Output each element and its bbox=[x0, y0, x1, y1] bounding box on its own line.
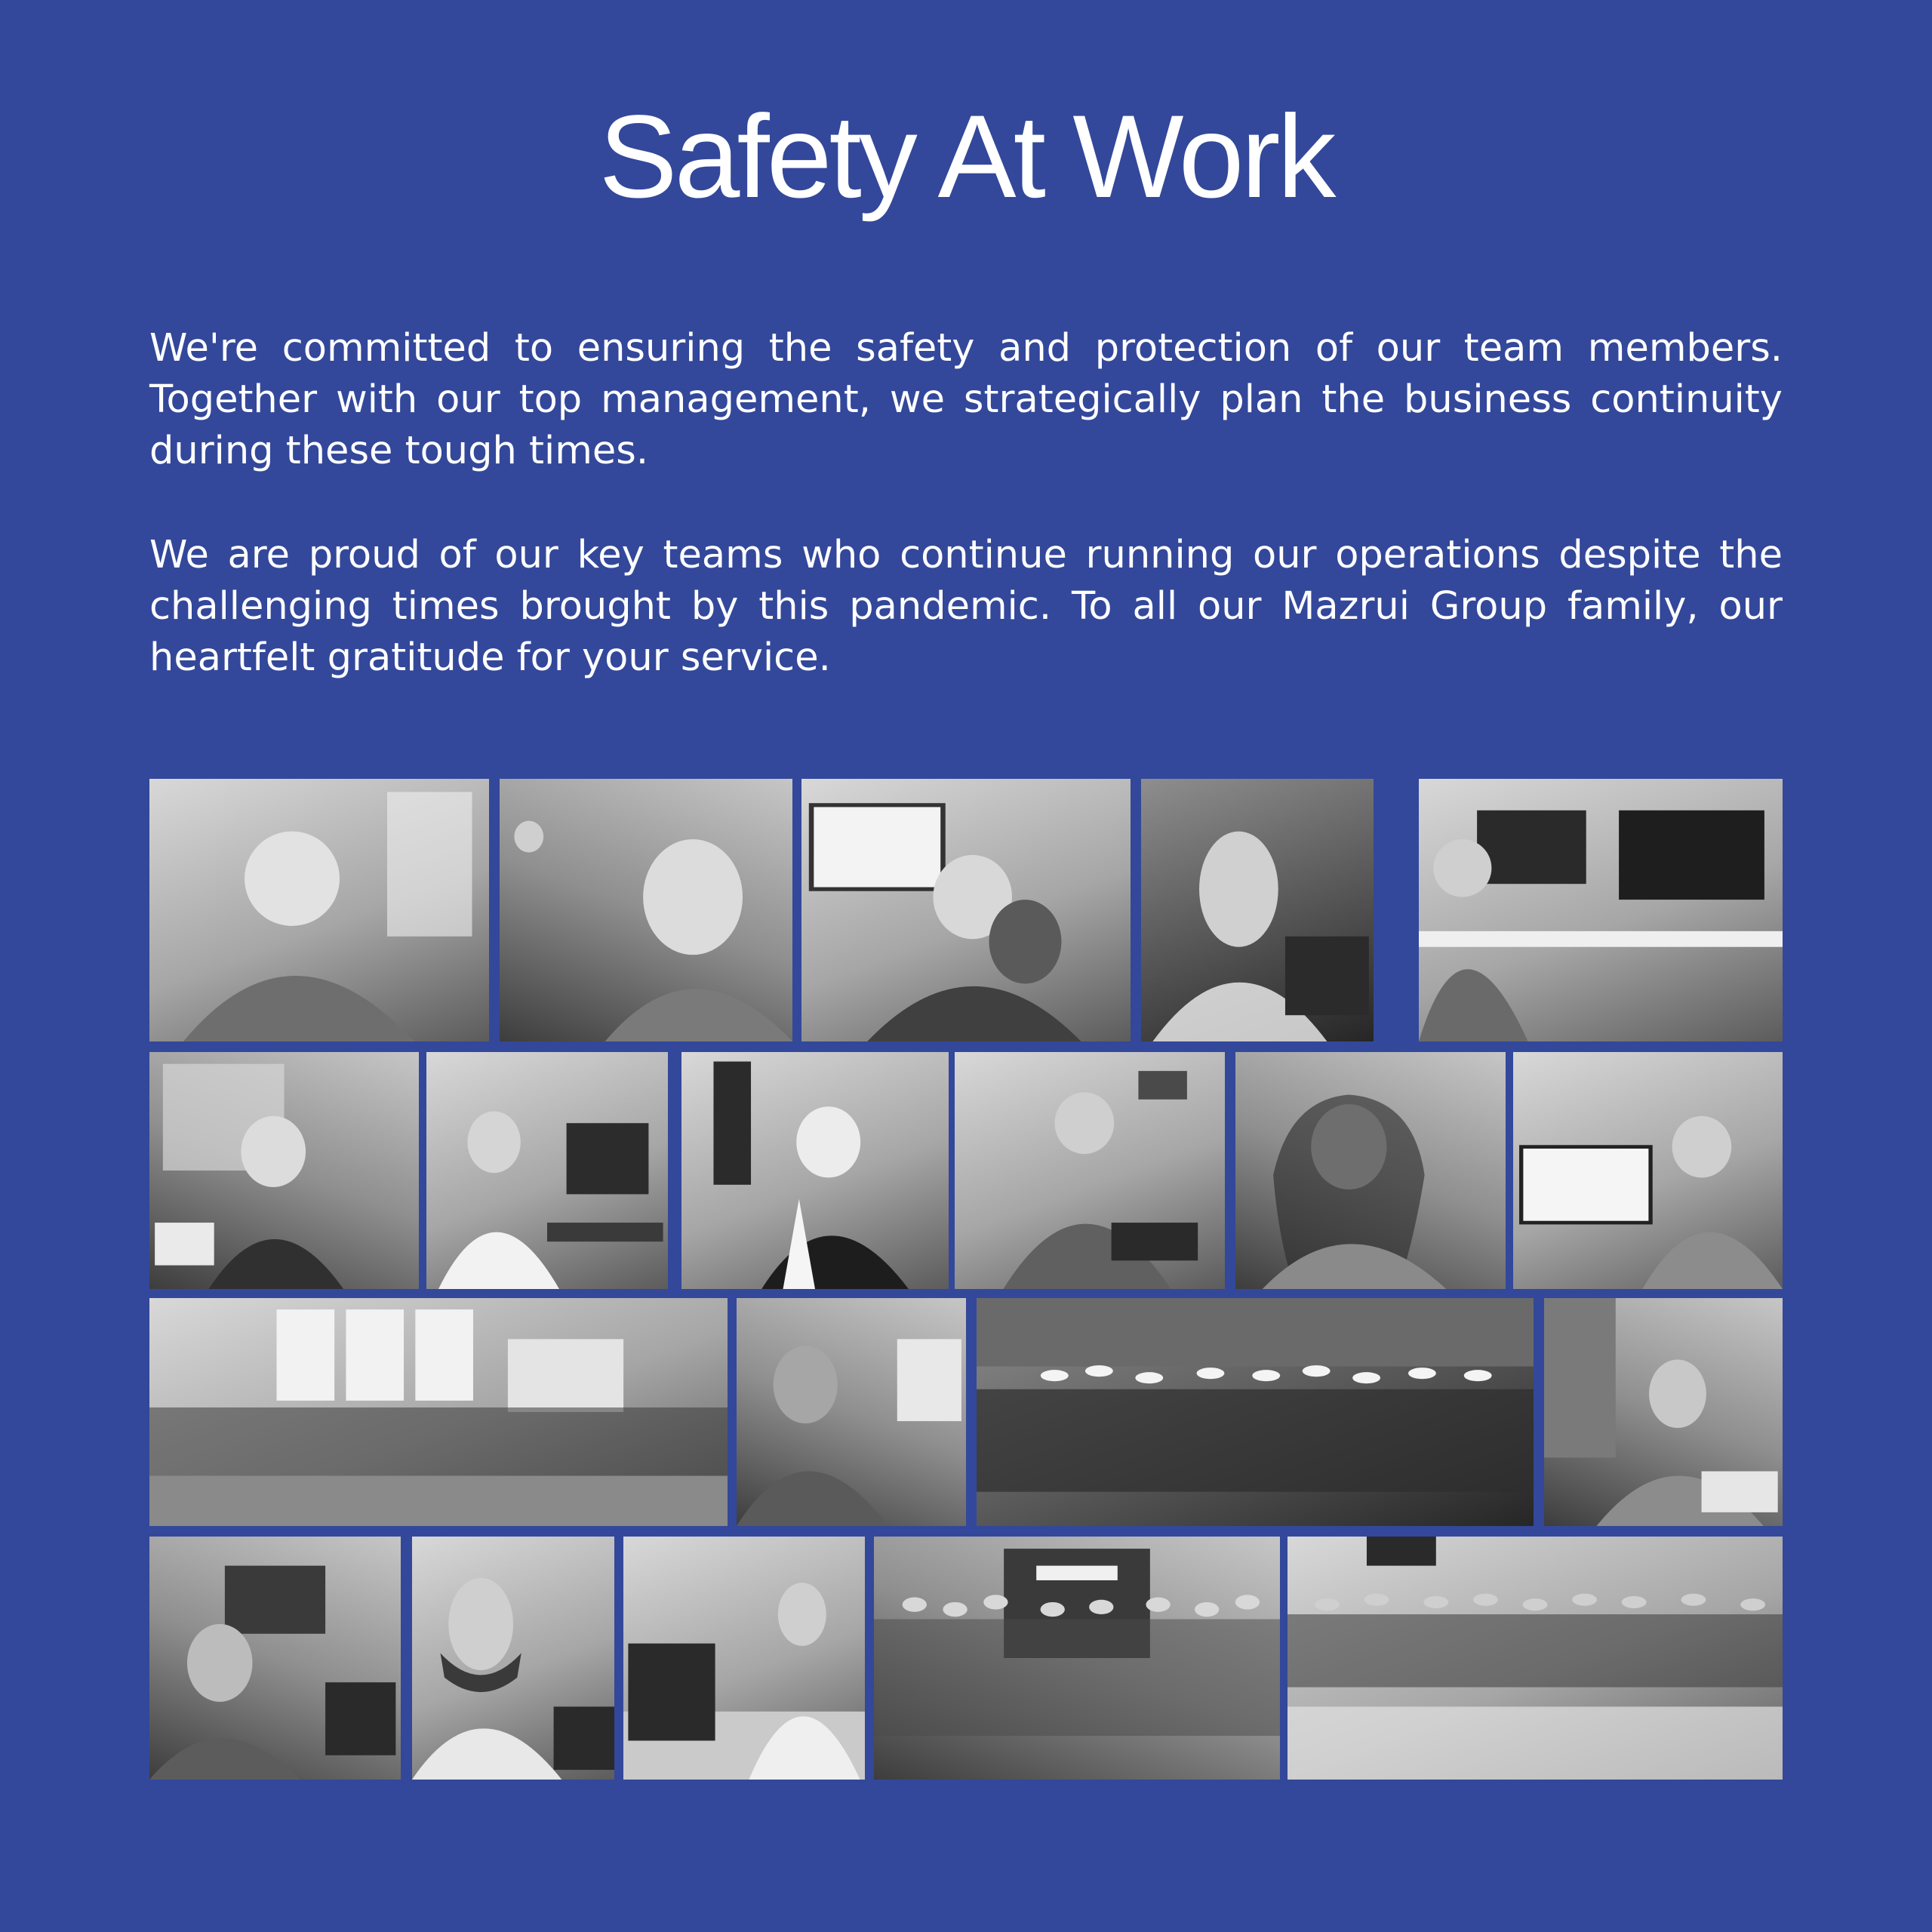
photo-employee-masked-office bbox=[149, 1052, 419, 1289]
photo-employee-control-room bbox=[149, 1537, 401, 1780]
photo-employee-bearded-laptop bbox=[412, 1537, 614, 1780]
photo-employee-office-selfie bbox=[149, 779, 489, 1041]
photo-employee-home-laptop bbox=[1141, 779, 1374, 1041]
photo-employee-graphic-tee bbox=[955, 1052, 1225, 1289]
photo-employee-masked-workstation bbox=[1513, 1052, 1783, 1289]
photo-employee-computer-headset bbox=[737, 1298, 966, 1526]
photo-employee-lab-coat bbox=[426, 1052, 668, 1289]
photo-employee-thumbs-up-hijab bbox=[681, 1052, 949, 1289]
photo-employee-dual-monitors bbox=[1419, 779, 1783, 1041]
photo-field-crew-thumbs-up bbox=[977, 1298, 1534, 1526]
intro-paragraph-commitment: We're committed to ensuring the safety and protection of our team members. Together with our top management, we strategically plan the business continuity during these tough times. bbox=[149, 326, 1783, 473]
photo-employee-desk-selfie bbox=[500, 779, 792, 1041]
photo-team-lobby bbox=[1287, 1537, 1783, 1780]
intro-paragraph-gratitude: We are proud of our key teams who continue running our operations despite the challenging times brought by this pandemic. To all our Mazrui Group family, our heartfelt gratitude for your service. bbox=[149, 533, 1783, 680]
photo-employee-laptop-bookshelf bbox=[1544, 1298, 1783, 1526]
photo-team-reception bbox=[874, 1537, 1280, 1780]
page-title: Safety At Work bbox=[598, 91, 1334, 223]
photo-employee-home-selfie bbox=[1235, 1052, 1506, 1289]
photo-employee-laptop-desk bbox=[623, 1537, 865, 1780]
photo-field-crew-tanks bbox=[149, 1298, 728, 1526]
photo-employee-with-cat bbox=[801, 779, 1131, 1041]
